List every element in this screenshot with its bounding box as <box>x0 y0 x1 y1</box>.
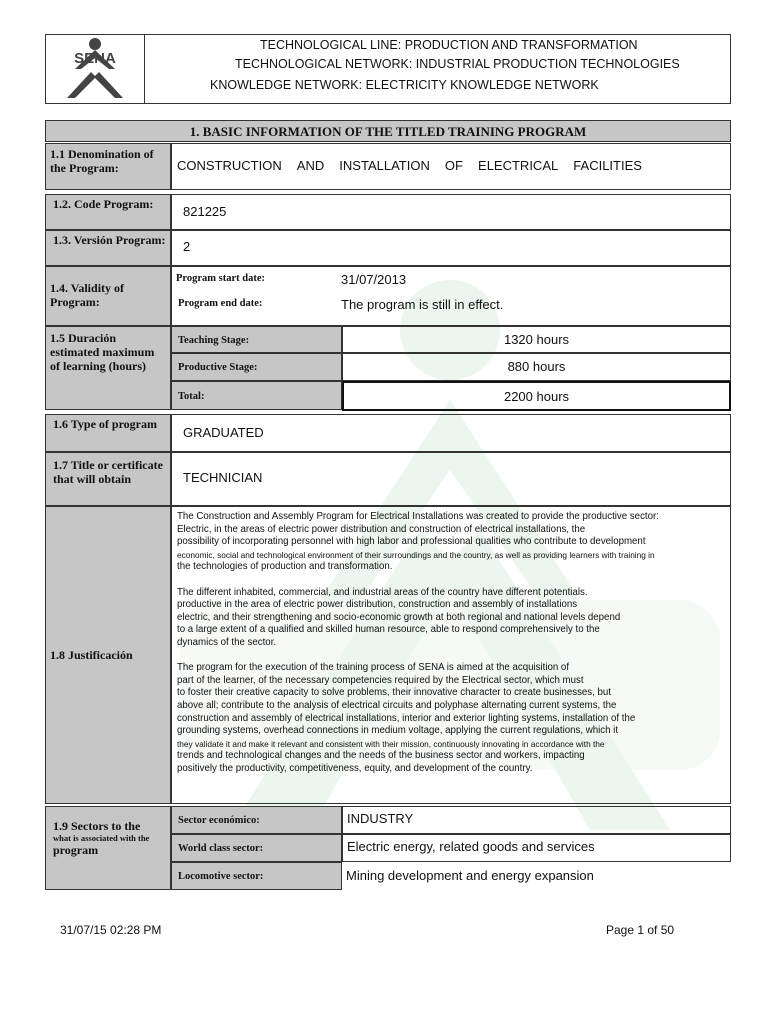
locomotive-sector-value: Mining development and energy expansion <box>346 868 594 883</box>
justification-box <box>171 506 731 804</box>
justification-line: Electric, in the areas of electric power distribution and construction of electrical installations, the <box>177 523 586 535</box>
sectors-label-end: program <box>53 843 99 857</box>
teaching-stage-label: Teaching Stage: <box>171 326 342 353</box>
denomination-value <box>171 143 731 190</box>
certificate-label: 1.7 Title or certificate that will obtain <box>45 452 171 506</box>
teaching-stage-value: 1320 hours <box>342 326 731 353</box>
justification-line: construction and assembly of electrical installations, interior and exterior lighting systems, installation of the <box>177 712 636 724</box>
justification-line: to a large extent of a qualified and skilled human resource, able to respond comprehensively to the <box>177 624 600 636</box>
logo-cell <box>45 34 145 104</box>
section-title: 1. BASIC INFORMATION OF THE TITLED TRAINING PROGRAM <box>45 120 731 142</box>
justification-line: they validate it and make it relevant and consistent with their mission, continuously innovating in accordance with the <box>177 738 605 749</box>
justification-line: productive in the area of electric power distribution, construction and assembly of installations <box>177 599 578 611</box>
economic-sector-value: INDUSTRY <box>342 806 731 834</box>
total-value: 2200 hours <box>342 381 731 411</box>
duration-label: 1.5 Duración estimated maximum of learning (hours) <box>45 326 171 410</box>
program-start-label: Program start date: <box>176 273 266 284</box>
denomination-word: CONSTRUCTION <box>177 158 282 173</box>
header-line-3: KNOWLEDGE NETWORK: ELECTRICITY KNOWLEDGE NETWORK <box>210 78 599 92</box>
svg-text:SENA: SENA <box>74 50 116 67</box>
header-line-1: TECHNOLOGICAL LINE: PRODUCTION AND TRANSFORMATION <box>260 38 638 52</box>
footer-datetime: 31/07/15 02:28 PM <box>60 923 162 937</box>
certificate-value: TECHNICIAN <box>171 452 731 506</box>
justification-text <box>177 511 727 775</box>
program-type-value: GRADUATED <box>171 414 731 452</box>
justification-line: positively the productivity, competitiveness, equity, and development of the country. <box>177 762 533 774</box>
version-label: 1.3. Versión Program: <box>45 230 171 266</box>
justification-label: 1.8 Justificación <box>45 506 171 804</box>
version-value: 2 <box>171 230 731 266</box>
justification-line: grounding systems, overhead connections in medium voltage, applying the current regulations, which it <box>177 725 619 737</box>
denomination-word: INSTALLATION <box>339 158 430 173</box>
justification-line: above all; contribute to the analysis of electrical circuits and polyphase alternating current systems, the <box>177 699 617 711</box>
justification-line: dynamics of the sector. <box>177 636 277 648</box>
denomination-word: ELECTRICAL <box>478 158 559 173</box>
justification-line: the technologies of production and transformation. <box>177 561 393 573</box>
code-value: 821225 <box>171 194 731 230</box>
productive-stage-value: 880 hours <box>342 353 731 381</box>
denomination-word: FACILITIES <box>573 158 642 173</box>
economic-sector-label: Sector económico: <box>171 806 342 834</box>
program-end-label: Program end date: <box>178 298 263 309</box>
justification-line: The Construction and Assembly Program for Electrical Installations was created to provide the productive sector: <box>177 511 659 522</box>
world-class-sector-value: Electric energy, related goods and services <box>342 834 731 862</box>
footer-page-number: Page 1 of 50 <box>606 923 675 937</box>
denomination-word: OF <box>444 158 463 173</box>
productive-stage-label: Productive Stage: <box>171 353 342 381</box>
total-label: Total: <box>171 381 342 410</box>
justification-line: trends and technological changes and the needs of the business sector and workers, impacting <box>177 750 585 762</box>
justification-line: economic, social and technological environment of their surroundings and the country, as well as providing learners with training in <box>177 549 655 560</box>
justification-line <box>177 574 727 587</box>
sena-logo-icon <box>45 34 145 104</box>
code-label: 1.2. Code Program: <box>45 194 171 230</box>
justification-line <box>177 650 727 663</box>
header-line-2: TECHNOLOGICAL NETWORK: INDUSTRIAL PRODUCTION TECHNOLOGIES <box>235 57 680 71</box>
world-class-sector-label: World class sector: <box>171 834 342 862</box>
program-end-value: The program is still in effect. <box>341 297 504 312</box>
justification-line: electric, and their strengthening and socio-economic growth at both regional and national levels depend <box>177 611 621 623</box>
sectors-label <box>45 806 171 890</box>
justification-line: possibility of incorporating personnel with high labor and professional qualities who contribute to development <box>177 536 646 548</box>
denomination-label: 1.1 Denomination of the Program: <box>45 143 171 190</box>
program-start-value: 31/07/2013 <box>341 272 407 287</box>
sectors-label-main: 1.9 Sectors to the <box>53 819 141 833</box>
locomotive-sector-label: Locomotive sector: <box>171 862 342 890</box>
justification-line: The different inhabited, commercial, and industrial areas of the country have different potentials. <box>177 586 588 598</box>
justification-line: part of the learner, of the necessary competencies required by the Electrical sector, which must <box>177 674 584 686</box>
validity-label: 1.4. Validity of Program: <box>45 266 171 326</box>
justification-line: The program for the execution of the training process of SENA is aimed at the acquisition of <box>177 662 570 674</box>
program-type-label: 1.6 Type of program <box>45 414 171 452</box>
sectors-label-small: what is associated with the <box>53 833 150 843</box>
justification-line: to foster their creative capacity to solve problems, their innovative character to create businesses, but <box>177 687 611 699</box>
denomination-word: AND <box>296 158 325 173</box>
